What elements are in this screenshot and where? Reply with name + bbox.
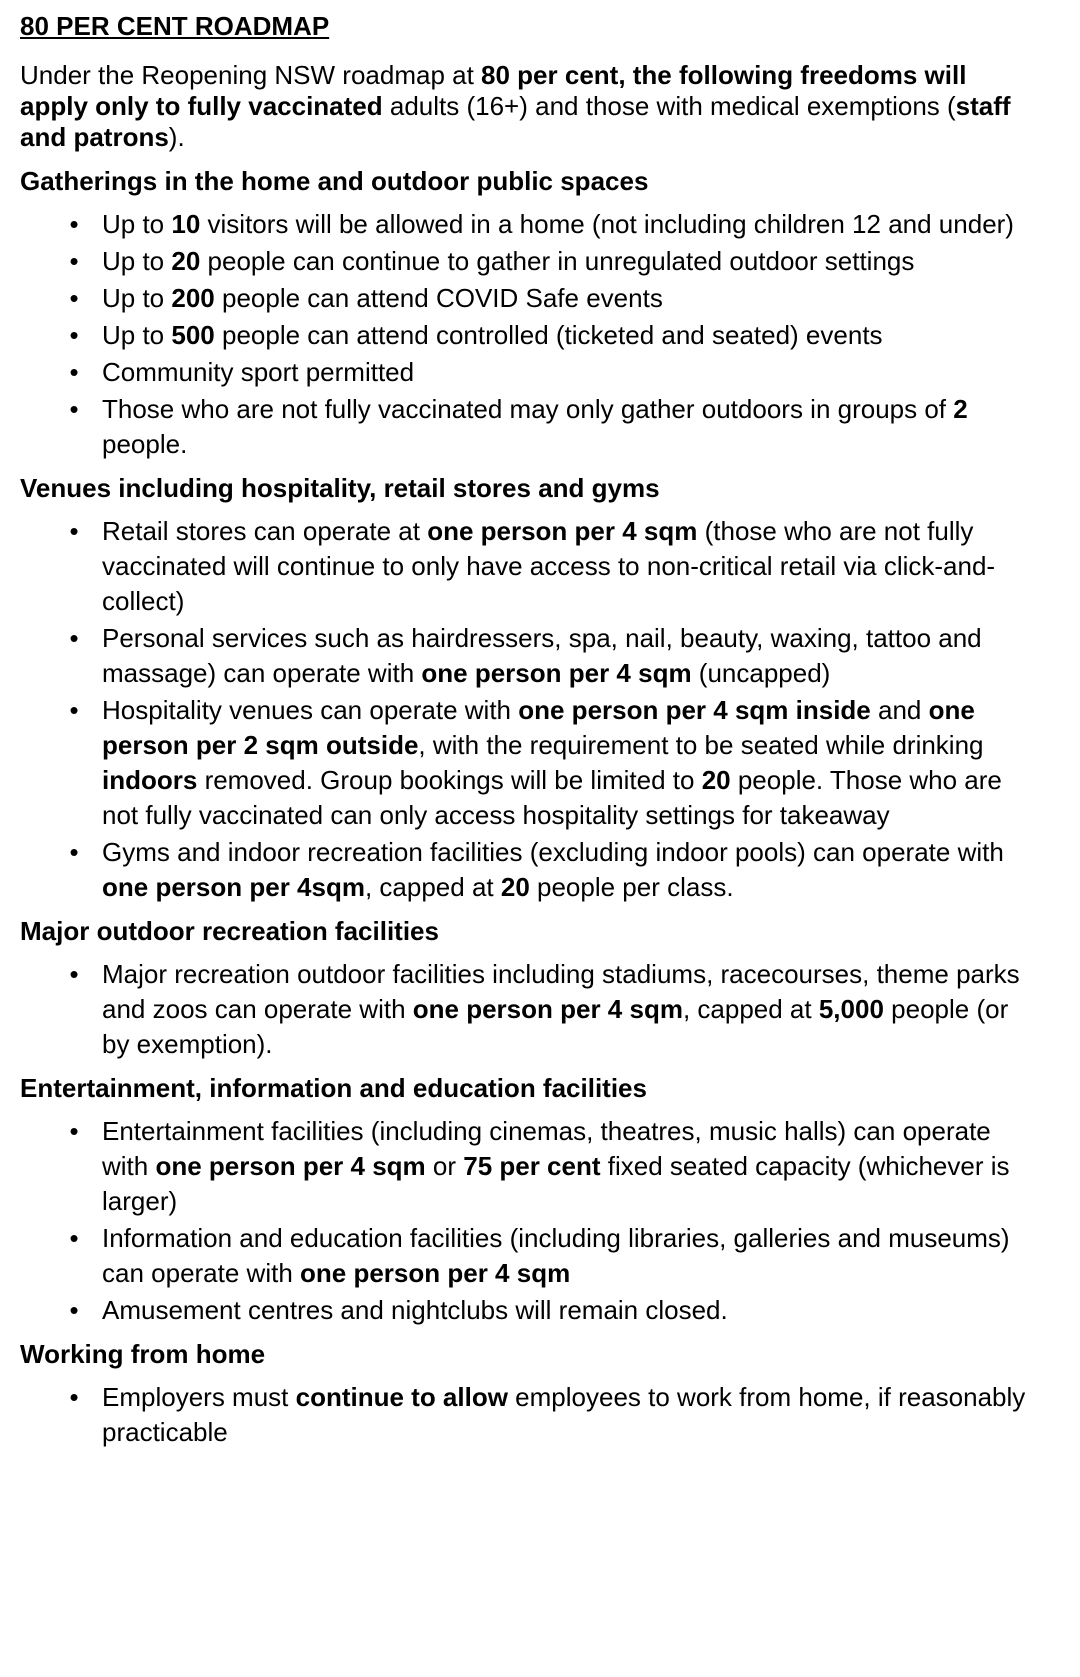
bullet-list xyxy=(20,207,1040,462)
list-item xyxy=(20,835,1040,905)
bullet-icon: • xyxy=(69,959,79,989)
bullet-icon: • xyxy=(69,394,79,424)
text-segment: Entertainment facilities (including cinemas, theatres, music halls) can operate with xyxy=(102,1116,991,1181)
bold-text: one person per 2 sqm outside xyxy=(102,695,975,760)
list-item xyxy=(20,1114,1040,1219)
bullet-icon: • xyxy=(69,695,79,725)
text-segment: Information and education facilities (including libraries, galleries and museums) can operate with xyxy=(102,1223,1010,1288)
bold-text: one person per 4sqm xyxy=(102,872,365,902)
bold-text: one person per 4 sqm xyxy=(421,658,692,688)
list-item xyxy=(20,957,1040,1062)
text-segment: fixed seated capacity (whichever is larger) xyxy=(102,1151,1010,1216)
section-heading: Venues including hospitality, retail stores and gyms xyxy=(20,473,660,503)
bullet-list xyxy=(20,1114,1040,1328)
document-body xyxy=(20,163,1040,1450)
bullet-icon: • xyxy=(69,837,79,867)
text-segment: Up to xyxy=(102,209,172,239)
bold-text: 5,000 xyxy=(818,994,884,1024)
bold-text: 500 xyxy=(171,320,215,350)
list-item xyxy=(20,355,1040,390)
bullet-icon: • xyxy=(69,623,79,653)
bullet-icon: • xyxy=(69,320,79,350)
bold-text: one person per 4 sqm xyxy=(427,516,698,546)
text-segment: people (or by exemption). xyxy=(102,994,1009,1059)
bullet-icon: • xyxy=(69,209,79,239)
bullet-list xyxy=(20,514,1040,905)
bullet-icon: • xyxy=(69,246,79,276)
text-segment: Retail stores can operate at xyxy=(102,516,428,546)
bullet-list xyxy=(20,957,1040,1062)
bold-text: 75 per cent xyxy=(463,1151,601,1181)
bullet-icon: • xyxy=(69,357,79,387)
text-segment: people can continue to gather in unregulated outdoor settings xyxy=(200,246,915,276)
bullet-list xyxy=(20,1380,1040,1450)
list-item xyxy=(20,281,1040,316)
text-segment: , with the requirement to be seated while drinking xyxy=(418,730,984,760)
text-segment: Major recreation outdoor facilities including stadiums, racecourses, theme parks and zoos can operate with xyxy=(102,959,1020,1024)
section-heading: Working from home xyxy=(20,1339,266,1369)
list-item xyxy=(20,621,1040,691)
text-segment: people per class. xyxy=(529,872,734,902)
bold-text: staff and patrons xyxy=(20,91,1011,152)
bold-text: 2 xyxy=(953,394,968,424)
text-segment: people can attend COVID Safe events xyxy=(214,283,663,313)
section-heading: Gatherings in the home and outdoor public spaces xyxy=(20,166,649,196)
list-item xyxy=(20,1380,1040,1450)
bold-text: 20 xyxy=(701,765,731,795)
bullet-icon: • xyxy=(69,1116,79,1146)
bold-text: indoors xyxy=(102,765,198,795)
section-heading: Major outdoor recreation facilities xyxy=(20,916,439,946)
text-segment: Those who are not fully vaccinated may only gather outdoors in groups of xyxy=(102,394,954,424)
list-item xyxy=(20,207,1040,242)
bold-text: 10 xyxy=(171,209,201,239)
list-item xyxy=(20,318,1040,353)
text-segment: Gyms and indoor recreation facilities (excluding indoor pools) can operate with xyxy=(102,837,1004,867)
document-title: 80 PER CENT ROADMAP xyxy=(20,11,330,41)
text-segment: , capped at xyxy=(682,994,819,1024)
list-item xyxy=(20,693,1040,833)
bullet-icon: • xyxy=(69,283,79,313)
list-item xyxy=(20,392,1040,462)
text-segment: (those who are not fully vaccinated will continue to only have access to non-critical retail via click-and-collect) xyxy=(102,516,996,616)
text-segment: and xyxy=(870,695,929,725)
list-item xyxy=(20,1221,1040,1291)
bullet-icon: • xyxy=(69,1223,79,1253)
text-segment: Personal services such as hairdressers, spa, nail, beauty, waxing, tattoo and massage) can operate with xyxy=(102,623,982,688)
bold-text: one person per 4 sqm inside xyxy=(518,695,871,725)
bold-text: 80 per cent, the following freedoms will apply only to fully vaccinated xyxy=(20,60,967,121)
bold-text: continue to allow xyxy=(295,1382,508,1412)
text-segment: visitors will be allowed in a home (not including children 12 and under) xyxy=(200,209,1014,239)
text-segment: people can attend controlled (ticketed and seated) events xyxy=(214,320,883,350)
text-segment: people. Those who are not fully vaccinated can only access hospitality settings for takeaway xyxy=(102,765,1002,830)
text-segment: Up to xyxy=(102,283,172,313)
text-segment: Amusement centres and nightclubs will remain closed. xyxy=(102,1295,728,1325)
text-segment: Community sport permitted xyxy=(102,357,415,387)
bullet-icon: • xyxy=(69,1382,79,1412)
intro-paragraph xyxy=(20,60,1040,153)
text-segment: removed. Group bookings will be limited to xyxy=(197,765,702,795)
list-item xyxy=(20,1293,1040,1328)
bold-text: 20 xyxy=(171,246,201,276)
text-segment: employees to work from home, if reasonably practicable xyxy=(102,1382,1026,1447)
text-segment: Employers must xyxy=(102,1382,296,1412)
list-item xyxy=(20,514,1040,619)
bold-text: one person per 4 sqm xyxy=(155,1151,426,1181)
list-item xyxy=(20,244,1040,279)
text-segment: , capped at xyxy=(364,872,501,902)
section-heading: Entertainment, information and education facilities xyxy=(20,1073,647,1103)
bullet-icon: • xyxy=(69,516,79,546)
text-segment: Up to xyxy=(102,246,172,276)
text-segment: Up to xyxy=(102,320,172,350)
bold-text: 20 xyxy=(500,872,530,902)
text-segment: (uncapped) xyxy=(691,658,831,688)
text-segment: or xyxy=(425,1151,464,1181)
text-segment: adults (16+) and those with medical exemptions ( xyxy=(382,91,956,121)
text-segment: people. xyxy=(102,429,188,459)
text-segment: Hospitality venues can operate with xyxy=(102,695,519,725)
bold-text: 200 xyxy=(171,283,215,313)
bullet-icon: • xyxy=(69,1295,79,1325)
text-segment: Under the Reopening NSW roadmap at xyxy=(20,60,482,90)
bold-text: one person per 4 sqm xyxy=(300,1258,571,1288)
text-segment: ). xyxy=(168,122,185,152)
bold-text: one person per 4 sqm xyxy=(412,994,683,1024)
